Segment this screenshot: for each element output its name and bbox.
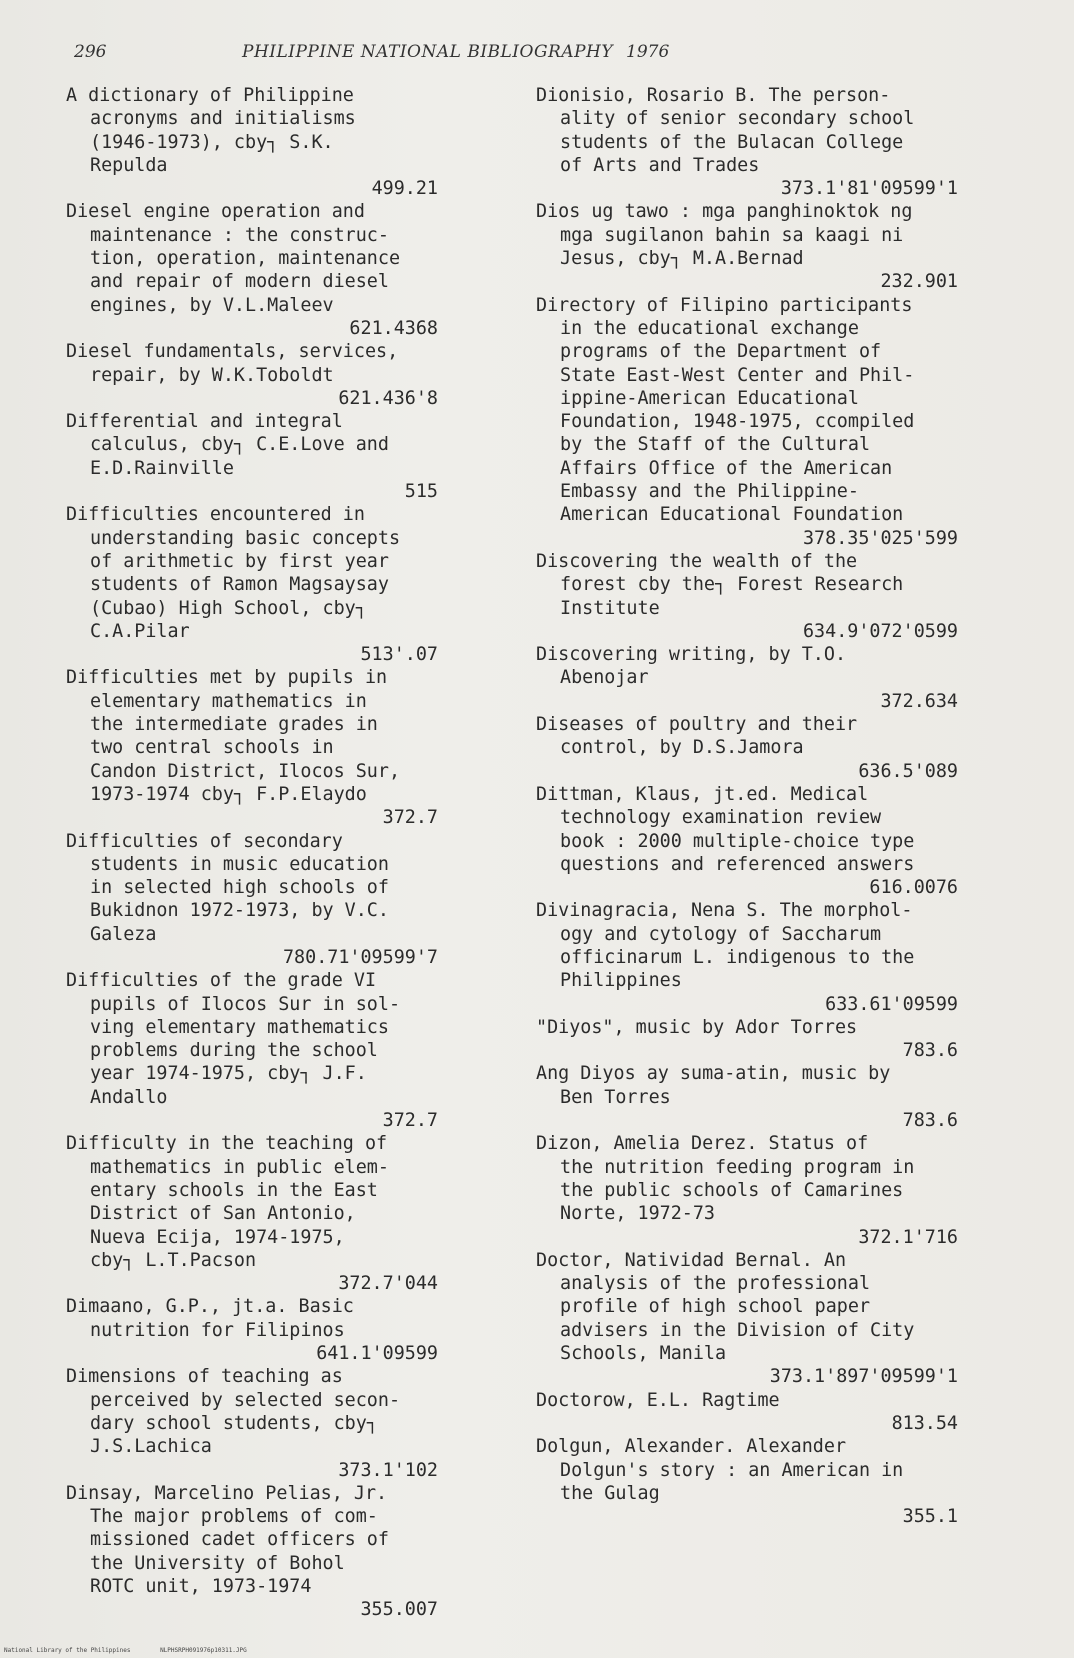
entry-line: mathematics in public elem-	[90, 1156, 389, 1178]
entry-heading: Discovering the wealth of the	[536, 550, 858, 572]
entry-line: repair, by W.K.Toboldt	[90, 364, 334, 386]
entry-line: by the Staff of the Cultural	[560, 434, 871, 456]
entry-line: Dolgun's story : an American in	[560, 1459, 904, 1481]
entry-line: Galeza	[90, 923, 157, 945]
entry-line: The major problems of com-	[90, 1506, 378, 1528]
call-number: 373.1'897'09599'1	[769, 1366, 958, 1388]
catalog-entry	[66, 503, 446, 666]
catalog-entry	[536, 1132, 966, 1248]
entry-line: of arithmetic by first year	[90, 550, 389, 572]
entry-line: programs of the Department of	[560, 341, 882, 363]
entry-line: two central schools in	[90, 737, 334, 759]
call-number: 372.1'716	[858, 1226, 958, 1248]
entry-heading: Difficulties met by pupils in	[66, 667, 388, 689]
entry-line: calculus, cby┐ C.E.Love and	[90, 434, 389, 456]
entry-line: State East-West Center and Phil-	[560, 364, 915, 386]
call-number: 355.1	[902, 1506, 958, 1528]
entry-line: engines, by V.L.Maleev	[90, 294, 334, 316]
entry-heading: Dizon, Amelia Derez. Status of	[536, 1133, 869, 1155]
entry-heading: Diseases of poultry and their	[536, 714, 858, 736]
call-number: 499.21	[371, 178, 438, 200]
catalog-entry	[536, 899, 966, 1015]
entry-heading: A dictionary of Philippine	[66, 85, 354, 106]
call-number: 513'.07	[360, 644, 438, 666]
call-number: 783.6	[902, 1040, 958, 1062]
catalog-entry	[66, 666, 446, 829]
catalog-entry	[536, 1062, 966, 1132]
entry-line: forest cby the┐ Forest Research	[560, 574, 904, 596]
entry-heading: Dimaano, G.P., jt.a. Basic	[66, 1296, 354, 1318]
call-number: 634.9'072'0599	[802, 620, 958, 642]
entry-line: cby┐ L.T.Pacson	[90, 1249, 257, 1271]
entry-line: entary schools in the East	[90, 1179, 378, 1201]
entry-line: (Cubao) High School, cby┐	[90, 597, 367, 619]
entry-line: the nutrition feeding program in	[560, 1156, 915, 1178]
call-number: 232.901	[880, 271, 958, 293]
entry-line: 1973-1974 cby┐ F.P.Elaydo	[90, 783, 367, 805]
page-year: 1976	[626, 42, 670, 62]
entry-heading: Difficulties of secondary	[66, 830, 343, 852]
call-number: 373.1'81'09599'1	[780, 178, 958, 200]
entry-line: analysis of the professional	[560, 1273, 871, 1295]
entry-heading: Difficulties of the grade VI	[66, 970, 377, 992]
entry-line: officinarum L. indigenous to the	[560, 946, 915, 968]
entry-line: ippine-American Educational	[560, 387, 859, 409]
entry-line: in selected high schools of	[90, 877, 389, 899]
entry-line: E.D.Rainville	[90, 457, 234, 479]
call-number: 616.0076	[869, 877, 958, 899]
entry-line: the University of Bohol	[90, 1552, 345, 1574]
entry-heading: Dimensions of teaching as	[66, 1366, 343, 1388]
call-number: 633.61'09599	[825, 993, 958, 1015]
entry-line: control, by D.S.Jamora	[560, 737, 804, 759]
entry-line: Schools, Manila	[560, 1343, 727, 1365]
catalog-entry	[536, 713, 966, 783]
entry-line: mga sugilanon bahin sa kaagi ni	[560, 224, 904, 246]
call-number: 515	[404, 481, 438, 503]
call-number: 373.1'102	[338, 1459, 438, 1481]
entry-heading: Dinsay, Marcelino Pelias, Jr.	[66, 1482, 388, 1504]
catalog-entry	[66, 1295, 446, 1365]
catalog-entry	[66, 410, 446, 503]
entry-heading: Dionisio, Rosario B. The person-	[536, 85, 891, 106]
right-column	[536, 84, 966, 1528]
catalog-entry	[536, 1249, 966, 1389]
entry-heading: Directory of Filipino participants	[536, 294, 913, 316]
entry-line: Norte, 1972-73	[560, 1203, 716, 1225]
entry-line: Candon District, Ilocos Sur,	[90, 760, 401, 782]
entry-line: understanding basic concepts	[90, 527, 401, 549]
catalog-entry	[536, 294, 966, 550]
entry-line: elementary mathematics in	[90, 690, 367, 712]
catalog-entry	[536, 1435, 966, 1528]
entry-line: tion, operation, maintenance	[90, 248, 401, 270]
entry-heading: Ang Diyos ay suma-atin, music by	[536, 1063, 891, 1085]
footer-source: National Library of the Philippines	[4, 1647, 131, 1654]
entry-line: dary school students, cby┐	[90, 1412, 378, 1434]
entry-line: J.S.Lachica	[90, 1436, 212, 1458]
call-number: 621.4368	[349, 317, 438, 339]
entry-line: technology examination review	[560, 807, 882, 829]
entry-line: the Gulag	[560, 1482, 660, 1504]
catalog-entry	[536, 1389, 966, 1436]
entry-line: acronyms and initialisms	[90, 108, 356, 130]
page-title: PHILIPPINE NATIONAL BIBLIOGRAPHY	[242, 42, 614, 62]
entry-line: District of San Antonio,	[90, 1203, 356, 1225]
entry-line: Abenojar	[560, 667, 649, 689]
call-number: 355.007	[360, 1599, 438, 1621]
entry-line: of Arts and Trades	[560, 154, 760, 176]
page-header	[74, 42, 974, 72]
entry-line: the public schools of Camarines	[560, 1179, 904, 1201]
entry-line: students of Ramon Magsaysay	[90, 574, 389, 596]
entry-heading: Dolgun, Alexander. Alexander	[536, 1436, 847, 1458]
entry-line: advisers in the Division of City	[560, 1319, 915, 1341]
entry-line: students of the Bulacan College	[560, 131, 904, 153]
entry-line: American Educational Foundation	[560, 504, 904, 526]
catalog-entry	[66, 340, 446, 410]
catalog-entry	[66, 969, 446, 1132]
catalog-entry	[536, 783, 966, 899]
entry-line: and repair of modern diesel	[90, 271, 389, 293]
entry-heading: Diesel fundamentals, services,	[66, 341, 399, 363]
entry-line: questions and referenced answers	[560, 853, 915, 875]
call-number: 372.7	[382, 807, 438, 829]
call-number: 813.54	[891, 1412, 958, 1434]
entry-line: book : 2000 multiple-choice type	[560, 830, 915, 852]
entry-line: profile of high school paper	[560, 1296, 871, 1318]
entry-heading: Difficulty in the teaching of	[66, 1133, 388, 1155]
entry-line: maintenance : the construc-	[90, 224, 389, 246]
page-number: 296	[74, 42, 107, 62]
catalog-entry	[536, 1016, 966, 1063]
entry-line: pupils of Ilocos Sur in sol-	[90, 993, 401, 1015]
call-number: 378.35'025'599	[802, 527, 958, 549]
call-number: 780.71'09599'7	[282, 946, 438, 968]
entry-line: Embassy and the Philippine-	[560, 481, 859, 503]
call-number: 641.1'09599	[316, 1343, 438, 1365]
entry-line: Repulda	[90, 154, 168, 176]
catalog-entry	[66, 1132, 446, 1295]
entry-heading: "Diyos", music by Ador Torres	[536, 1016, 858, 1038]
catalog-entry	[536, 643, 966, 713]
catalog-entry	[536, 200, 966, 293]
call-number: 636.5'089	[858, 760, 958, 782]
entry-line: ving elementary mathematics	[90, 1016, 389, 1038]
entry-heading: Discovering writing, by T.O.	[536, 644, 847, 666]
entry-line: (1946-1973), cby┐ S.K.	[90, 131, 334, 153]
call-number: 783.6	[902, 1110, 958, 1132]
call-number: 621.436'8	[338, 387, 438, 409]
entry-line: Jesus, cby┐ M.A.Bernad	[560, 248, 804, 270]
entry-line: Ben Torres	[560, 1086, 671, 1108]
entry-line: nutrition for Filipinos	[90, 1319, 345, 1341]
catalog-entry	[66, 200, 446, 340]
entry-heading: Dios ug tawo : mga panghinoktok ng	[536, 201, 913, 223]
entry-heading: Divinagracia, Nena S. The morphol-	[536, 900, 913, 922]
catalog-entry	[66, 84, 446, 200]
footer-file: NLPHSRPH091976p10311.JPG	[160, 1647, 247, 1654]
entry-line: Institute	[560, 597, 660, 619]
scan-footer	[4, 1647, 273, 1654]
call-number: 372.7	[382, 1110, 438, 1132]
call-number: 372.7'044	[338, 1273, 438, 1295]
catalog-entry	[66, 1482, 446, 1622]
entry-heading: Dittman, Klaus, jt.ed. Medical	[536, 783, 869, 805]
call-number: 372.634	[880, 690, 958, 712]
entry-heading: Differential and integral	[66, 411, 343, 433]
entry-line: in the educational exchange	[560, 317, 859, 339]
catalog-entry	[536, 84, 966, 200]
entry-line: Andallo	[90, 1086, 168, 1108]
entry-line: ality of senior secondary school	[560, 108, 915, 130]
entry-line: missioned cadet officers of	[90, 1529, 389, 1551]
catalog-entry	[536, 550, 966, 643]
catalog-entry	[66, 830, 446, 970]
entry-line: the intermediate grades in	[90, 714, 378, 736]
entry-heading: Diesel engine operation and	[66, 201, 365, 223]
left-column	[66, 84, 446, 1622]
entry-line: Bukidnon 1972-1973, by V.C.	[90, 900, 389, 922]
entry-line: Philippines	[560, 970, 682, 992]
catalog-entry	[66, 1365, 446, 1481]
entry-line: students in music education	[90, 853, 389, 875]
entry-line: problems during the school	[90, 1040, 378, 1062]
entry-line: ROTC unit, 1973-1974	[90, 1576, 312, 1597]
entry-line: year 1974-1975, cby┐ J.F.	[90, 1063, 367, 1085]
entry-heading: Doctor, Natividad Bernal. An	[536, 1249, 847, 1271]
entry-line: Foundation, 1948-1975, ccompiled	[560, 411, 915, 433]
entry-heading: Doctorow, E.L. Ragtime	[536, 1389, 780, 1411]
entry-line: ogy and cytology of Saccharum	[560, 923, 882, 945]
entry-line: Affairs Office of the American	[560, 457, 893, 479]
entry-line: Nueva Ecija, 1974-1975,	[90, 1226, 345, 1248]
entry-line: C.A.Pilar	[90, 620, 190, 642]
entry-heading: Difficulties encountered in	[66, 504, 365, 526]
entry-line: perceived by selected secon-	[90, 1389, 401, 1411]
